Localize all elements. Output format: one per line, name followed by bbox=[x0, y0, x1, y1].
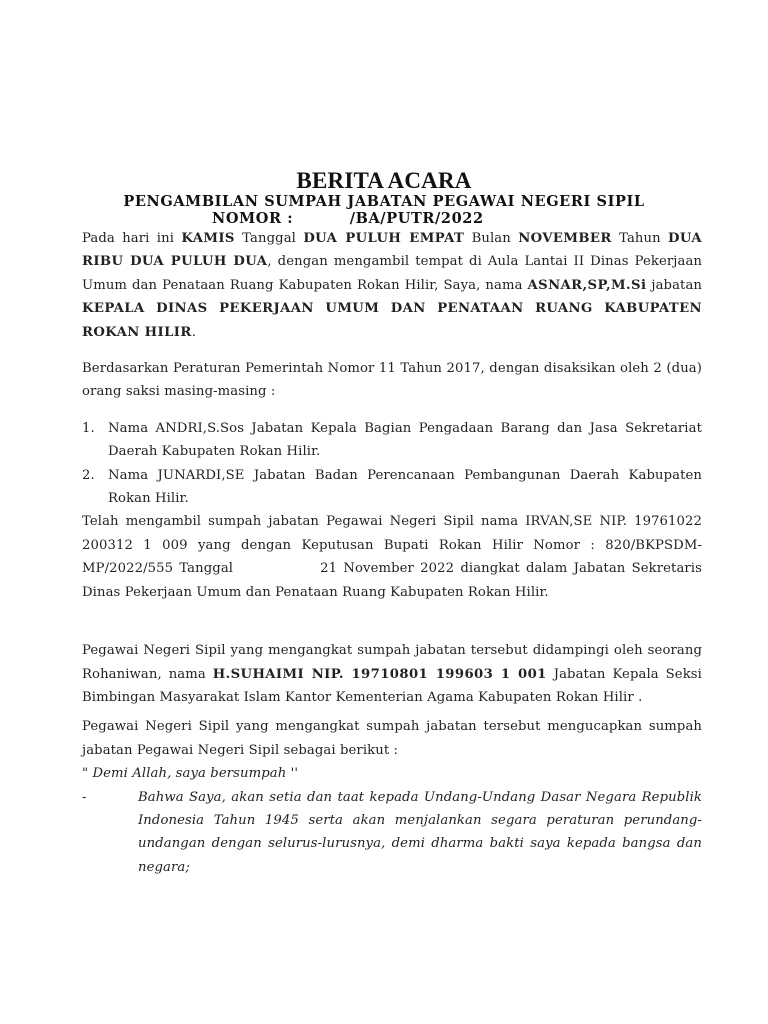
document-title: BERITA ACARA bbox=[296, 168, 472, 193]
year-text: DUA RIBU DUA PULUH DUA bbox=[82, 231, 703, 270]
month-text: NOVEMBER bbox=[518, 231, 612, 246]
legal-basis-paragraph: Berdasarkan Peraturan Pemerintah Nomor 11 Tahun 2017, dengan disaksikan oleh 2 (dua) orang saksi masing-masing : bbox=[82, 361, 702, 400]
appointment-paragraph: Telah mengambil sumpah jabatan Pegawai Negeri Sipil nama IRVAN,SE NIP. 19761022 200312 1 009 yang dengan Keputusan Bupati Rokan Hilir Nomor : 820/BKPSDM-MP/2022/555 Tanggal 21 November 2022 diangkat dalam Jabatan Sekretaris Dinas Pekerjaan Umum dan Penataan Ruang Kabupaten Rokan Hilir. bbox=[82, 514, 707, 600]
document-subtitle: PENGAMBILAN SUMPAH JABATAN PEGAWAI NEGERI SIPIL bbox=[123, 193, 645, 210]
cleric-paragraph: Pegawai Negeri Sipil yang mengangkat sumpah jabatan tersebut didampingi oleh seorang Rohaniwan, nama H.SUHAIMI NIP. 19710801 199603 1 001 Jabatan Kepala Seksi Bimbingan Masyarakat Islam Kantor Kementerian Agama Kabupaten Rokan Hilir . bbox=[82, 643, 702, 705]
list-item: 1. Nama ANDRI,S.Sos Jabatan Kepala Bagian Pengadaan Barang dan Jasa Sekretariat Daerah Kabupaten Rokan Hilir. bbox=[82, 420, 702, 460]
document-body bbox=[82, 227, 707, 879]
oath-item: - Bahwa Saya, akan setia dan taat kepada Undang-Undang Dasar Negara Republik Indonesia Tahun 1945 serta akan menjalankan segara peraturan perundang-undangan dengan selurus-lurusnya, demi dharma bakti saya kepada bangsa dan negara; bbox=[82, 789, 702, 875]
oath-intro-paragraph: Pegawai Negeri Sipil yang mengangkat sumpah jabatan tersebut mengucapkan sumpah jabatan Pegawai Negeri Sipil sebagai berikut : bbox=[82, 719, 702, 758]
official-position: KEPALA DINAS PEKERJAAN UMUM DAN PENATAAN RUANG KABUPATEN ROKAN HILIR bbox=[82, 301, 702, 340]
opening-paragraph: Pada hari ini KAMIS Tanggal DUA PULUH EMPAT Bulan NOVEMBER Tahun DUA RIBU DUA PULUH DUA, dengan mengambil tempat di Aula Lantai II Dinas Pekerjaan Umum dan Penataan Ruang Kabupaten Rokan Hilir, Saya, nama ASNAR,SP,M.Si jabatan KEPALA DINAS PEKERJAAN UMUM DAN PENATAAN RUANG KABUPATEN ROKAN HILIR. bbox=[82, 231, 703, 340]
day-name: KAMIS bbox=[181, 231, 235, 246]
witness-list bbox=[82, 417, 702, 511]
date-text: DUA PULUH EMPAT bbox=[303, 231, 465, 246]
document-number: NOMOR : /BA/PUTR/2022 bbox=[212, 210, 484, 227]
oath-opening: " Demi Allah, saya bersumpah '' bbox=[82, 766, 299, 782]
official-name: ASNAR,SP,M.Si bbox=[527, 277, 647, 293]
list-item: 2. Nama JUNARDI,SE Jabatan Badan Perencanaan Pembangunan Daerah Kabupaten Rokan Hilir. bbox=[82, 467, 702, 507]
cleric-name: H.SUHAIMI NIP. 19710801 199603 1 001 bbox=[212, 666, 547, 682]
